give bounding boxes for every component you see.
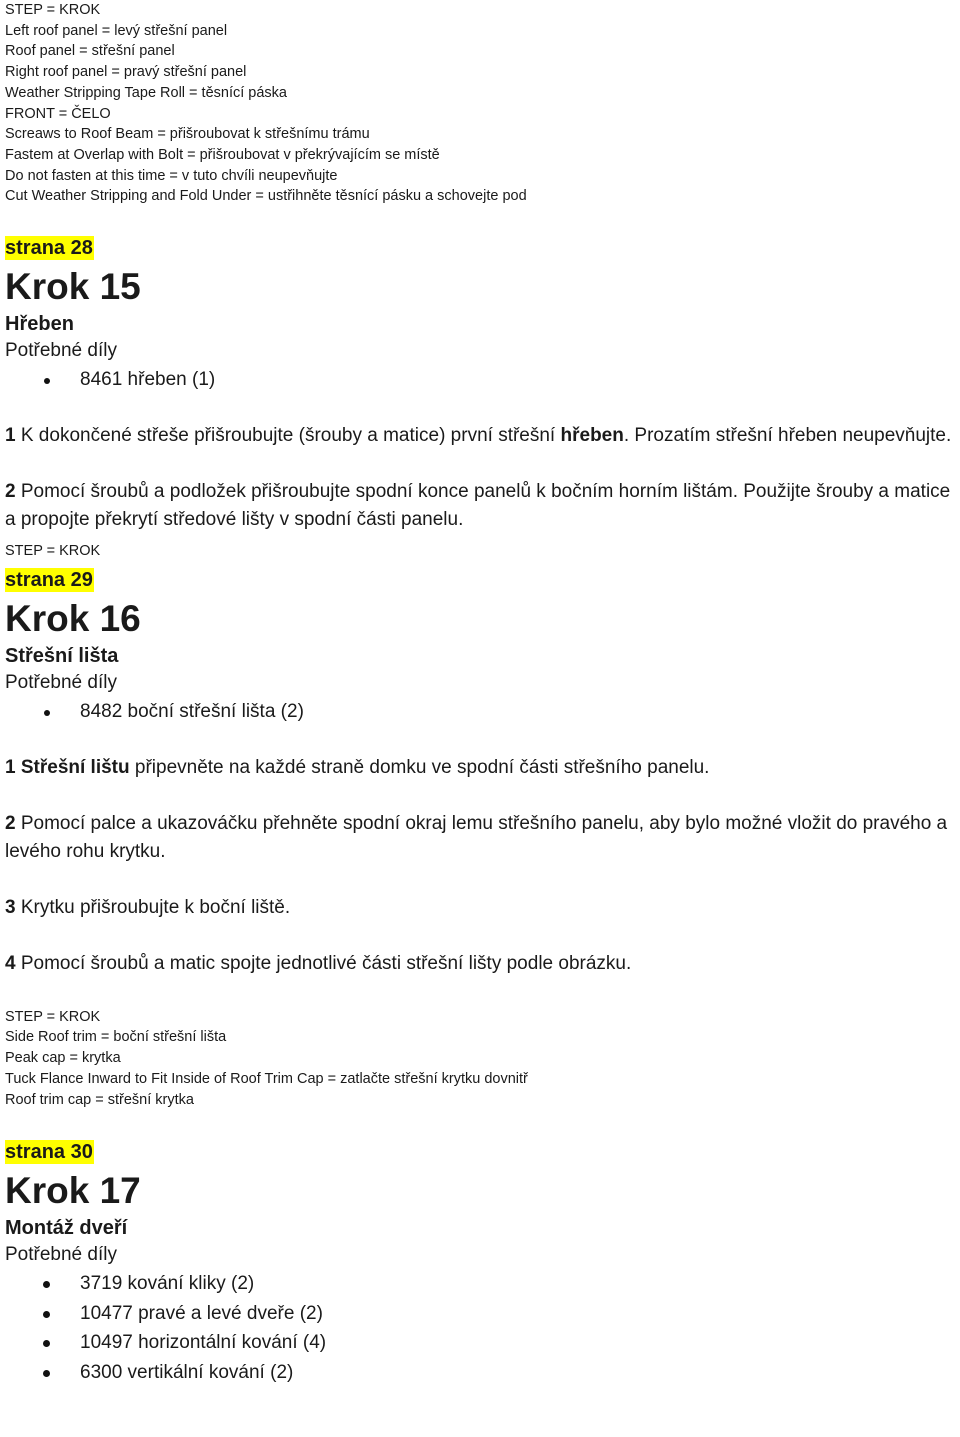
parts-label: Potřebné díly: [5, 340, 117, 362]
glossary-line: STEP = KROK: [5, 1008, 101, 1025]
step-15-section: [0, 236, 960, 562]
parts-list: [0, 365, 960, 395]
glossary-block: [0, 1007, 960, 1111]
step-title: Krok 15: [5, 266, 141, 308]
instruction-number: 4: [5, 952, 16, 974]
step-title: Krok 17: [5, 1170, 141, 1212]
glossary-line: Peak cap = krytka: [5, 1050, 121, 1067]
list-item: 8482 boční střešní lišta (2): [0, 697, 960, 727]
glossary-line: FRONT = ČELO: [5, 105, 111, 122]
instruction-text: připevněte na každé straně domku ve spodní části střešního panelu.: [129, 756, 710, 778]
glossary-line: Screaws to Roof Beam = přišroubovat k střešnímu trámu: [5, 126, 370, 143]
glossary-line: Tuck Flance Inward to Fit Inside of Roof Trim Cap = zatlačte střešní krytku dovnitř: [5, 1070, 528, 1087]
instruction-text: Pomocí šroubů a matic spojte jednotlivé části střešní lišty podle obrázku.: [15, 952, 632, 974]
instruction-text: . Prozatím střešní hřeben neupevňujte.: [623, 425, 952, 447]
glossary-line: STEP = KROK: [5, 2, 101, 18]
list-item: 6300 vertikální kování (2): [0, 1358, 960, 1388]
list-item: 10477 pravé a levé dveře (2): [0, 1299, 960, 1329]
step-title: Krok 16: [5, 597, 141, 639]
instruction-paragraph: [0, 894, 960, 922]
glossary-block: [0, 0, 960, 207]
parts-list: [0, 1269, 960, 1387]
glossary-line: Left roof panel = levý střešní panel: [5, 22, 228, 39]
instruction-number: 2: [5, 812, 16, 834]
instruction-text: Pomocí palce a ukazováčku přehněte spodní okraj lemu střešního panelu, aby bylo možné vložit do pravého a levého rohu krytku.: [5, 812, 948, 862]
glossary-line: Side Roof trim = boční střešní lišta: [5, 1029, 227, 1046]
instruction-number: 1: [5, 756, 16, 778]
glossary-line: Roof trim cap = střešní krytka: [5, 1091, 194, 1108]
step-subtitle: Hřeben: [5, 313, 74, 336]
instruction-paragraph: [0, 422, 960, 450]
step-subtitle: Střešní lišta: [5, 644, 119, 667]
step-16-section: [0, 568, 960, 1111]
instruction-paragraph: [0, 754, 960, 782]
glossary-line: Cut Weather Stripping and Fold Under = ustřihněte těsnící pásku a schovejte pod: [5, 188, 527, 205]
glossary-line: Fastem at Overlap with Bolt = přišroubovat v překrývajícím se místě: [5, 146, 440, 163]
list-item: 3719 kování kliky (2): [0, 1269, 960, 1299]
instruction-text: Pomocí šroubů a podložek přišroubujte spodní konce panelů k bočním horním lištám. Použijte šrouby a matice a propojte překrytí středové lišty v spodní části panelu.: [5, 481, 951, 531]
step-17-section: [0, 1140, 960, 1387]
instruction-text: Krytku přišroubujte k boční liště.: [15, 896, 291, 918]
instruction-bold: hřeben: [560, 425, 624, 447]
glossary-line: Do not fasten at this time = v tuto chvíli neupevňujte: [5, 167, 338, 184]
page-label: strana 30: [5, 1141, 93, 1164]
instruction-number: 1: [5, 425, 16, 447]
glossary-line: Right roof panel = pravý střešní panel: [5, 64, 247, 81]
parts-label: Potřebné díly: [5, 671, 117, 693]
instruction-paragraph: [0, 478, 960, 534]
glossary-line: Roof panel = střešní panel: [5, 43, 175, 60]
page-label: strana 28: [5, 237, 93, 260]
instruction-bold: Střešní lištu: [20, 756, 130, 778]
list-item: 10497 horizontální kování (4): [0, 1328, 960, 1358]
parts-list: [0, 697, 960, 727]
instruction-number: 3: [5, 896, 16, 918]
parts-label: Potřebné díly: [5, 1244, 117, 1266]
instruction-number: 2: [5, 481, 16, 503]
glossary-line: STEP = KROK: [5, 543, 101, 560]
step-subtitle: Montáž dveří: [5, 1217, 128, 1240]
list-item: 8461 hřeben (1): [0, 365, 960, 395]
glossary-line: Weather Stripping Tape Roll = těsnící páska: [5, 84, 287, 101]
instruction-text: K dokončené střeše přišroubujte (šrouby a matice) první střešní: [15, 425, 561, 447]
instruction-paragraph: [0, 950, 960, 978]
page-label: strana 29: [5, 568, 93, 591]
instruction-paragraph: [0, 810, 960, 866]
